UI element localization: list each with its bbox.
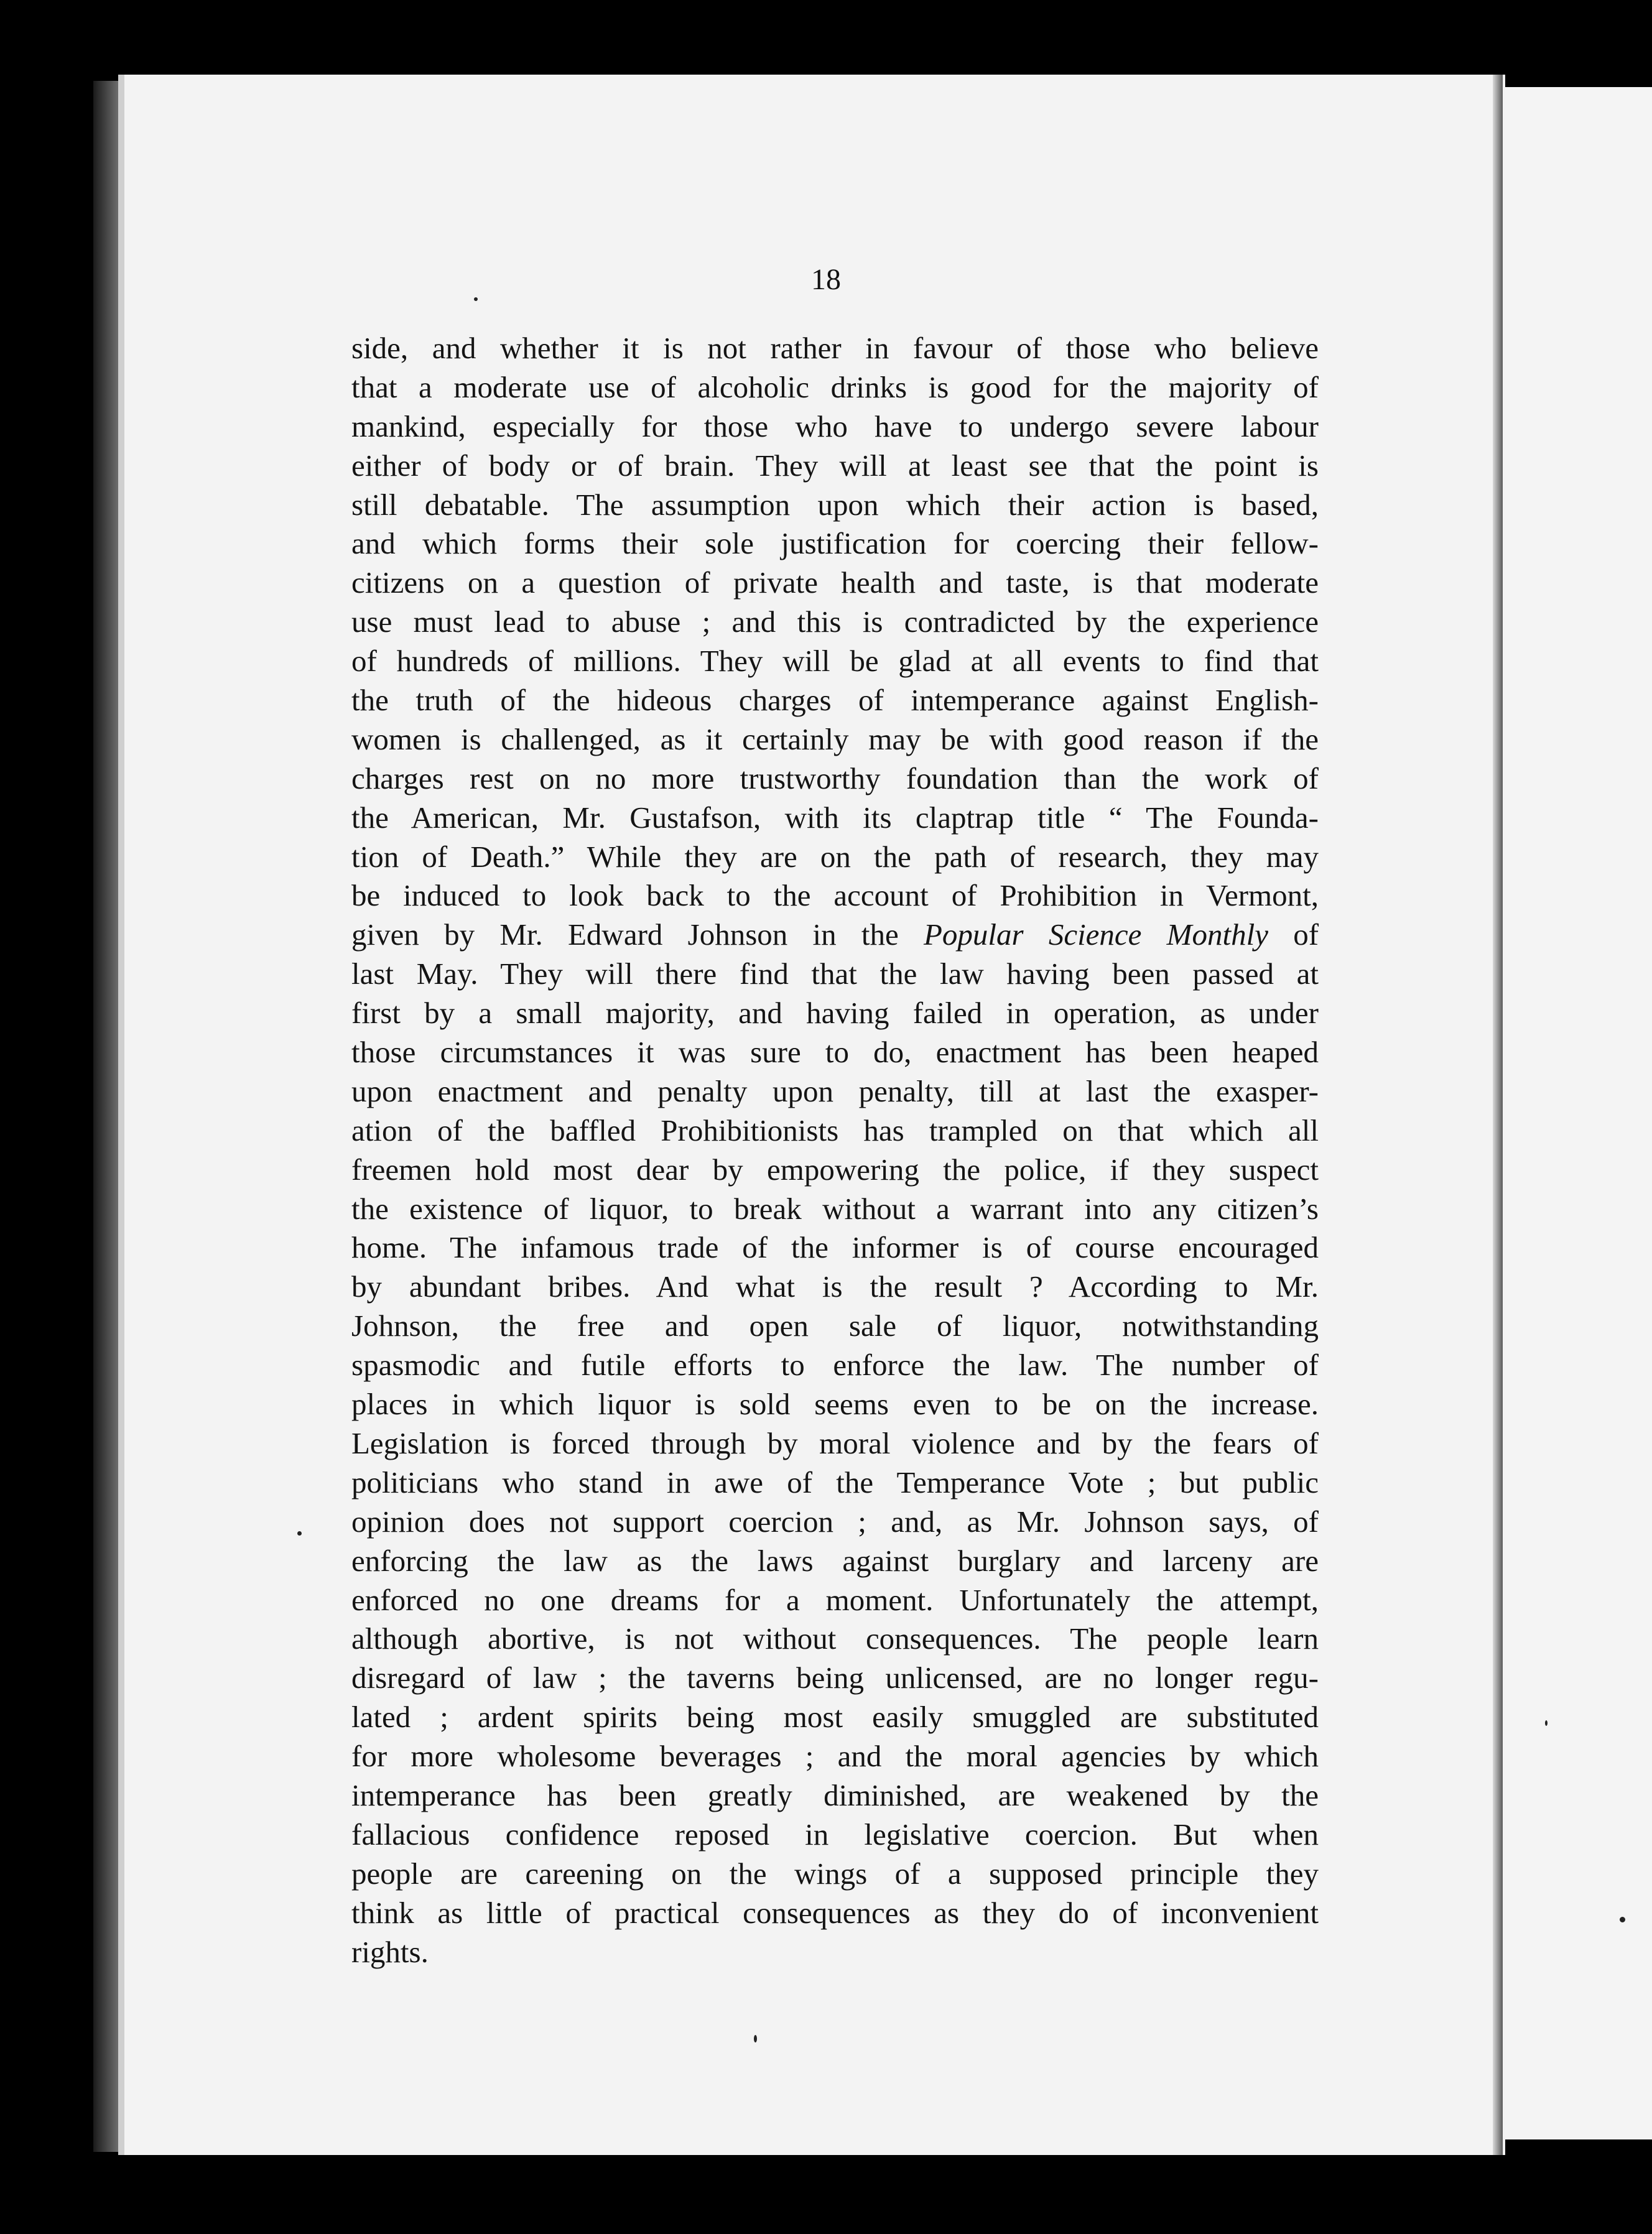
text-line: and which forms their sole justification for coercing their fellow-	[351, 526, 1319, 561]
text-line: although abortive, is not without consequences. The people learn	[351, 1621, 1319, 1656]
text-line: the existence of liquor, to break without a warrant into any citizen’s	[351, 1191, 1319, 1226]
ink-speck	[297, 1531, 302, 1536]
text-line: still debatable. The assumption upon which their action is based,	[351, 487, 1319, 522]
text-line: people are careening on the wings of a supposed principle they	[351, 1856, 1319, 1891]
text-line: opinion does not support coercion ; and, as Mr. Johnson says, of	[351, 1504, 1319, 1539]
text-line: disregard of law ; the taverns being unlicensed, are no longer regu-	[351, 1661, 1319, 1695]
text-line: citizens on a question of private health and taste, is that moderate	[351, 565, 1319, 600]
text-line-end: of	[1293, 917, 1319, 952]
text-line: of hundreds of millions. They will be glad at all events to find that	[351, 644, 1319, 679]
text-line: those circumstances it was sure to do, enactment has been heaped	[351, 1035, 1319, 1070]
text-line: Johnson, the free and open sale of liquor, notwithstanding	[351, 1309, 1319, 1343]
text-line: be induced to look back to the account of Prohibition in Vermont,	[351, 878, 1319, 913]
text-line: that a moderate use of alcoholic drinks is good for the majority of	[351, 369, 1319, 404]
body-paragraph	[351, 329, 1319, 1972]
text-line: places in which liquor is sold seems even to be on the increase.	[351, 1387, 1319, 1422]
text-line: upon enactment and penalty upon penalty, till at last the exasper-	[351, 1073, 1319, 1108]
text-line: mankind, especially for those who have to undergo severe labour	[351, 409, 1319, 443]
text-line: side, and whether it is not rather in favour of those who believe	[351, 331, 1319, 365]
text-line: enforcing the law as the laws against burglary and larceny are	[351, 1543, 1319, 1578]
facing-page-edge	[1484, 87, 1652, 2139]
text-line: by abundant bribes. And what is the result ? According to Mr.	[351, 1269, 1319, 1304]
text-line: enforced no one dreams for a moment. Unfortunately the attempt,	[351, 1582, 1319, 1617]
text-line: rights.	[351, 1934, 429, 1969]
ink-speck	[1620, 1917, 1625, 1922]
text-line: spasmodic and futile efforts to enforce the law. The number of	[351, 1348, 1319, 1383]
text-line: first by a small majority, and having failed in operation, as under	[351, 996, 1319, 1031]
ink-speck	[754, 2035, 757, 2042]
ink-speck	[1545, 1720, 1548, 1726]
page-edge-shadow	[1493, 75, 1503, 2155]
text-line: charges rest on no more trustworthy foundation than the work of	[351, 761, 1319, 795]
text-line: women is challenged, as it certainly may be with good reason if the	[351, 721, 1319, 756]
text-line: last May. They will there find that the law having been passed at	[351, 957, 1319, 991]
journal-title: Popular Science Monthly	[923, 917, 1268, 952]
text-line: either of body or of brain. They will at least see that the point is	[351, 448, 1319, 483]
text-line: ation of the baffled Prohibitionists has trampled on that which all	[351, 1113, 1319, 1147]
text-line: think as little of practical consequences as they do of inconvenient	[351, 1895, 1319, 1930]
text-line: Legislation is forced through by moral violence and by the fears of	[351, 1425, 1319, 1460]
text-line-with-italic	[351, 915, 1319, 955]
text-line: politicians who stand in awe of the Temperance Vote ; but public	[351, 1465, 1319, 1499]
text-line: freemen hold most dear by empowering the police, if they suspect	[351, 1152, 1319, 1187]
text-line: intemperance has been greatly diminished, are weakened by the	[351, 1777, 1319, 1812]
text-line-start: given by Mr. Edward Johnson in the	[351, 917, 899, 952]
ink-speck	[474, 297, 478, 301]
text-line: lated ; ardent spirits being most easily smuggled are substituted	[351, 1700, 1319, 1735]
text-line: the American, Mr. Gustafson, with its claptrap title “ The Founda-	[351, 800, 1319, 835]
text-line: home. The infamous trade of the informer is of course encouraged	[351, 1230, 1319, 1265]
page-number: 18	[811, 263, 841, 296]
text-line: fallacious confidence reposed in legislative coercion. But when	[351, 1817, 1319, 1852]
text-line: use must lead to abuse ; and this is contradicted by the experience	[351, 605, 1319, 639]
text-line: tion of Death.” While they are on the path of research, they may	[351, 839, 1319, 874]
text-line: the truth of the hideous charges of intemperance against English-	[351, 683, 1319, 718]
text-line: for more wholesome beverages ; and the moral agencies by which	[351, 1739, 1319, 1774]
